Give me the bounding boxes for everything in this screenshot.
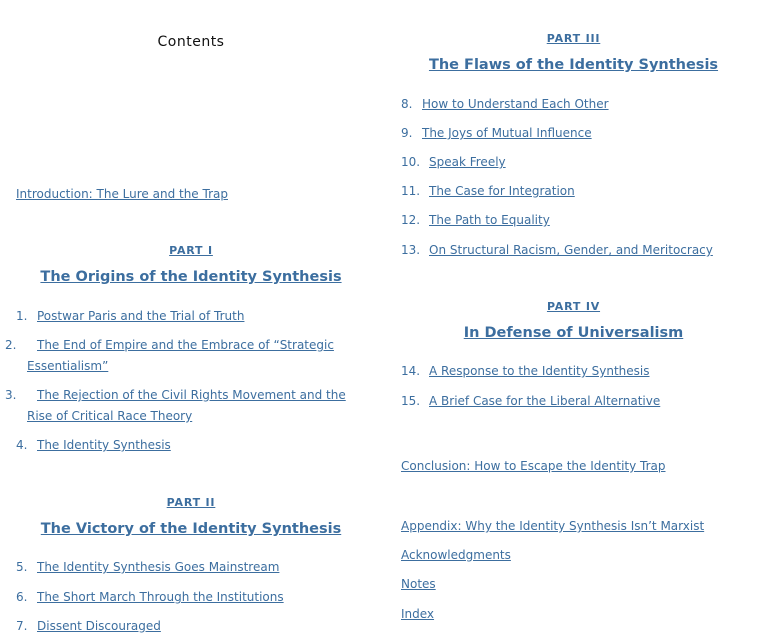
toc-chapter-4-link[interactable] <box>16 435 171 456</box>
chapter-number: 2. <box>5 338 17 352</box>
toc-chapter-1-link[interactable] <box>16 306 244 327</box>
chapter-title: The End of Empire and the Embrace of “Strategic Essentialism” <box>27 338 334 373</box>
toc-conclusion-link[interactable]: Conclusion: How to Escape the Identity Trap <box>401 459 666 473</box>
toc-chapter-6-link[interactable] <box>16 587 284 608</box>
toc-introduction-link[interactable]: Introduction: The Lure and the Trap <box>16 187 228 201</box>
chapter-title: The Rejection of the Civil Rights Movement and the Rise of Critical Race Theory <box>27 388 346 423</box>
chapter-title: Postwar Paris and the Trial of Truth <box>37 309 245 323</box>
chapter-number: 14. <box>401 364 421 378</box>
toc-chapter-10-link[interactable] <box>401 152 506 173</box>
chapter-title: Speak Freely <box>429 155 506 169</box>
toc-acknowledgments-link[interactable]: Acknowledgments <box>401 548 511 562</box>
chapter-title: A Brief Case for the Liberal Alternative <box>429 394 661 408</box>
toc-index-link[interactable]: Index <box>401 607 435 621</box>
toc-chapter-7-link[interactable] <box>16 616 161 637</box>
chapter-number: 10. <box>401 155 421 169</box>
toc-chapter-8-link[interactable] <box>401 94 609 115</box>
chapter-title: The Case for Integration <box>429 184 575 198</box>
toc-chapter-9-link[interactable] <box>401 123 592 144</box>
chapter-number: 15. <box>401 394 421 408</box>
chapter-number: 4. <box>16 438 28 452</box>
part-1-title[interactable]: The Origins of the Identity Synthesis <box>40 269 342 285</box>
toc-chapter-3-link[interactable] <box>5 385 367 427</box>
toc-chapter-15-link[interactable] <box>401 391 660 412</box>
chapter-number: 7. <box>16 619 28 633</box>
chapter-number: 5. <box>16 560 28 574</box>
contents-title: Contents <box>157 34 225 50</box>
toc-chapter-12-link[interactable] <box>401 210 550 231</box>
chapter-number: 9. <box>401 126 413 140</box>
chapter-number: 11. <box>401 184 421 198</box>
toc-notes-link[interactable]: Notes <box>401 577 436 591</box>
chapter-title: Dissent Discouraged <box>37 619 161 633</box>
part-4-label[interactable]: PART IV <box>546 300 601 313</box>
chapter-title: The Identity Synthesis <box>37 438 171 452</box>
part-3-label[interactable]: PART III <box>546 32 601 45</box>
part-4-title[interactable]: In Defense of Universalism <box>463 325 684 341</box>
part-2-title[interactable]: The Victory of the Identity Synthesis <box>40 521 342 537</box>
toc-chapter-5-link[interactable] <box>16 557 279 578</box>
toc-chapter-13-link[interactable] <box>401 240 713 261</box>
chapter-title: The Identity Synthesis Goes Mainstream <box>37 560 280 574</box>
chapter-number: 8. <box>401 97 413 111</box>
chapter-title: How to Understand Each Other <box>422 97 609 111</box>
part-1-label[interactable]: PART I <box>169 244 213 257</box>
chapter-number: 1. <box>16 309 28 323</box>
chapter-number: 6. <box>16 590 28 604</box>
toc-chapter-14-link[interactable] <box>401 361 650 382</box>
toc-chapter-2-link[interactable] <box>5 335 367 377</box>
toc-chapter-11-link[interactable] <box>401 181 575 202</box>
chapter-number: 3. <box>5 388 17 402</box>
toc-appendix-link[interactable]: Appendix: Why the Identity Synthesis Isn’t Marxist <box>401 519 705 533</box>
chapter-title: The Short March Through the Institutions <box>37 590 284 604</box>
chapter-title: On Structural Racism, Gender, and Meritocracy <box>429 243 713 257</box>
chapter-title: A Response to the Identity Synthesis <box>429 364 650 378</box>
chapter-number: 12. <box>401 213 421 227</box>
part-3-title[interactable]: The Flaws of the Identity Synthesis <box>428 57 719 73</box>
chapter-title: The Path to Equality <box>429 213 550 227</box>
chapter-number: 13. <box>401 243 421 257</box>
part-2-label[interactable]: PART II <box>166 496 216 509</box>
chapter-title: The Joys of Mutual Influence <box>422 126 592 140</box>
